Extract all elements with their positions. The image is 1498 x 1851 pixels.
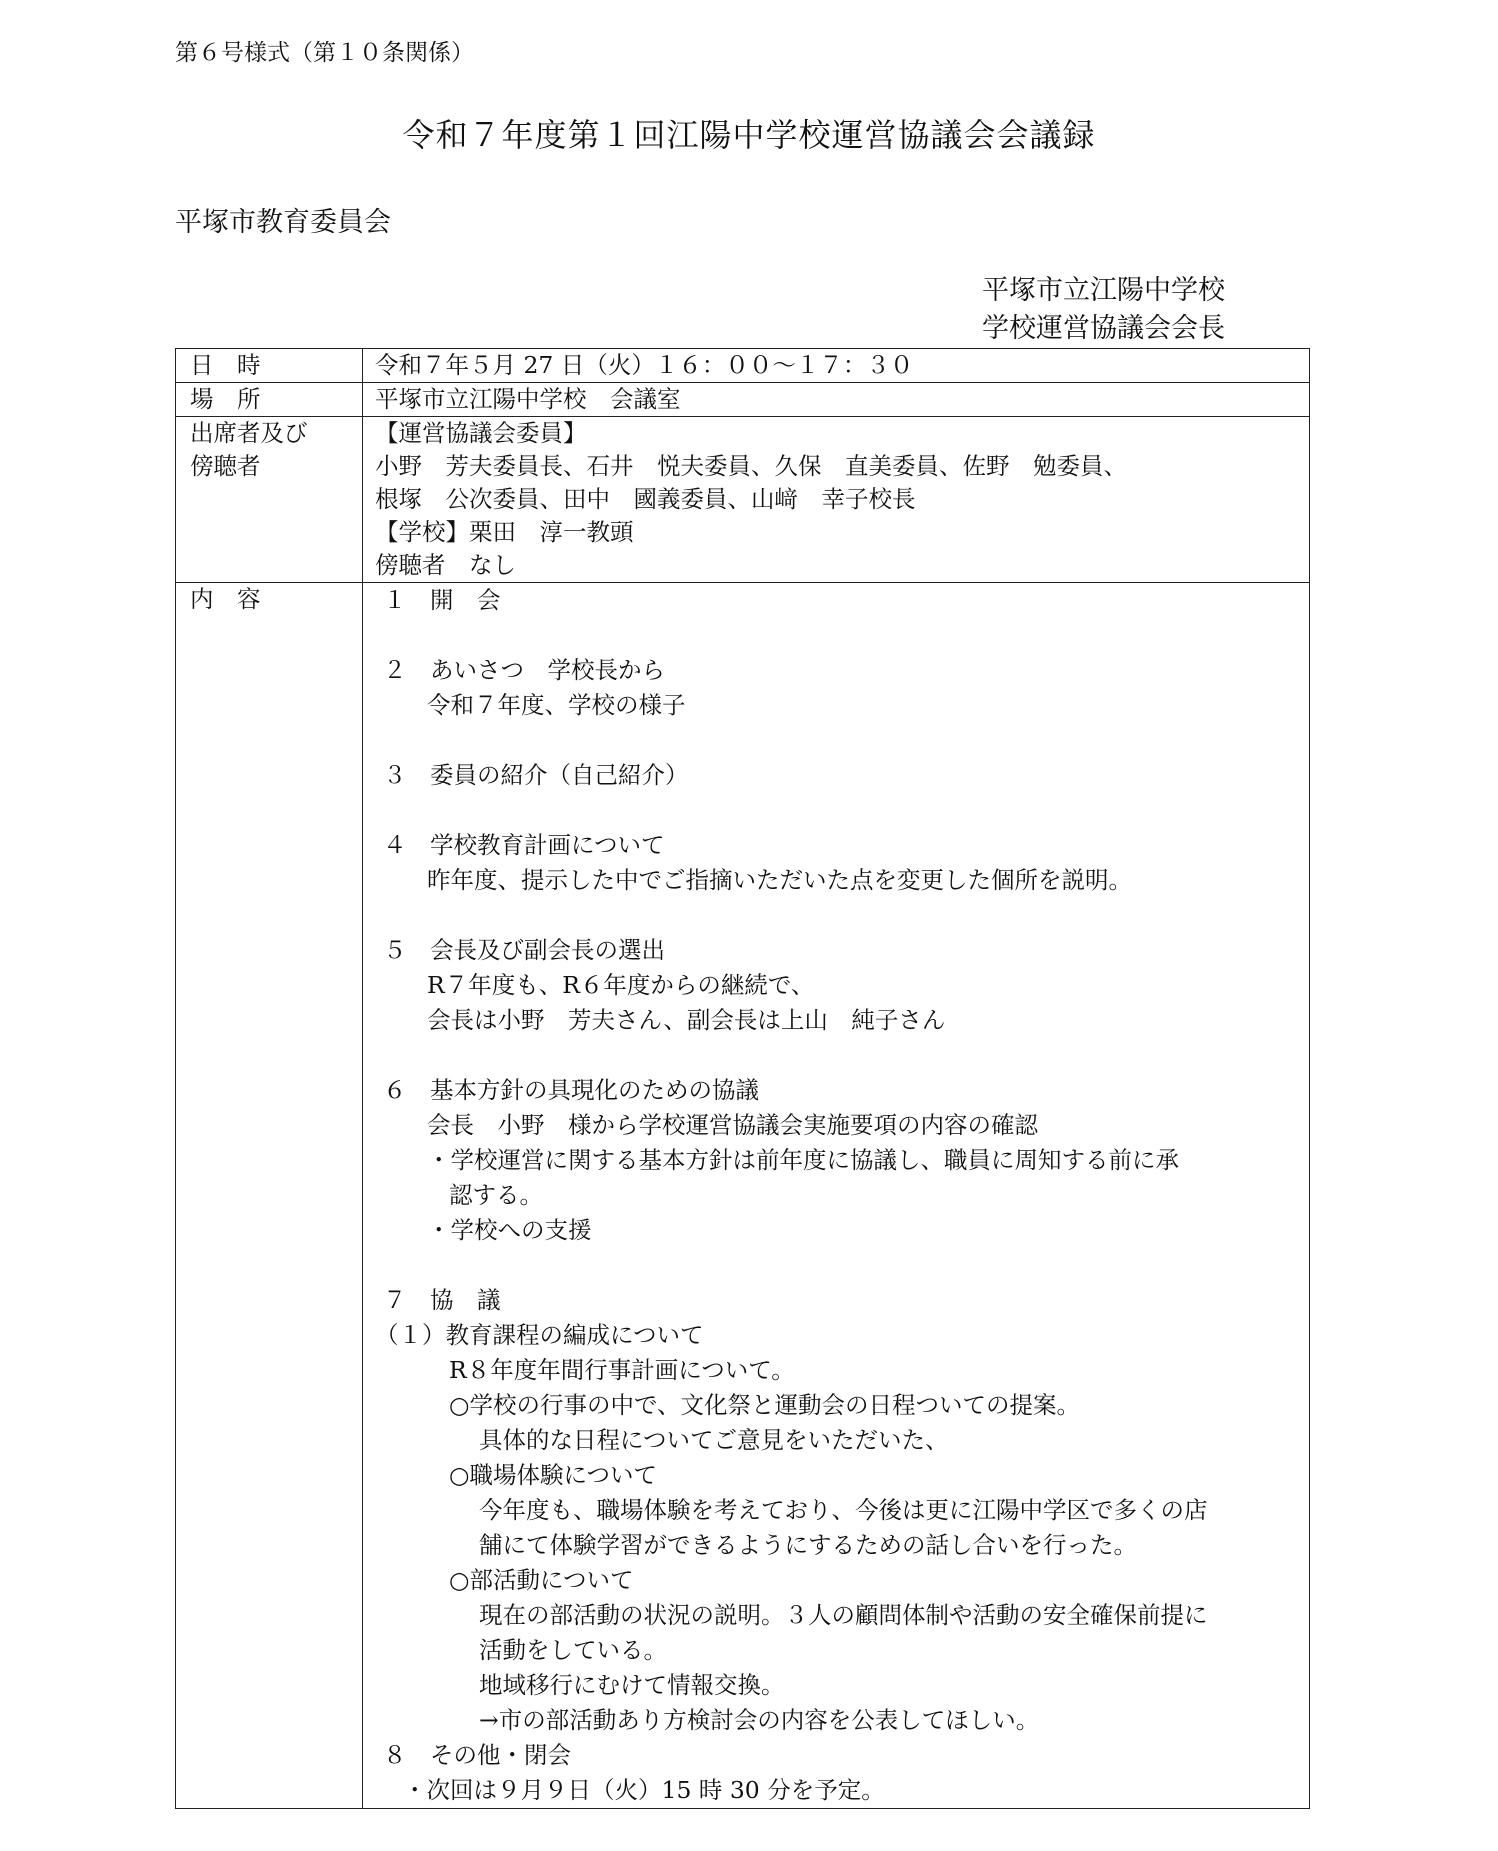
attendees-label [176, 417, 363, 583]
section-2-heading: ２ あいさつ 学校長から [383, 656, 665, 684]
section-7-line: 舗にて体験学習ができるようにするための話し合いを行った。 [479, 1531, 1137, 1559]
place-value: 平塚市立江陽中学校 会議室 [363, 383, 1310, 417]
section-7-subheading: （１）教育課程の編成について [375, 1321, 704, 1349]
section-6-heading: ６ 基本方針の具現化のための協議 [383, 1076, 759, 1104]
section-7-item: ○学校の行事の中で、文化祭と運動会の日程ついての提案。 [449, 1391, 1081, 1419]
section-7-heading: ７ 協 議 [383, 1286, 501, 1314]
attendees-value [363, 417, 1310, 583]
section-8-heading: ８ その他・閉会 [383, 1741, 571, 1769]
document-title: 令和７年度第１回江陽中学校運営協議会会議録 [402, 116, 1096, 154]
attendees-label-line2: 傍聴者 [190, 452, 261, 480]
section-3-heading: ３ 委員の紹介（自己紹介） [383, 761, 689, 789]
sender-block [982, 272, 1225, 348]
datetime-value: 令和７年５月 27 日（火）１６：００～１７：３０ [363, 349, 1310, 383]
section-1-opening: １ 開 会 [383, 586, 501, 614]
section-5-heading: ５ 会長及び副会長の選出 [383, 936, 665, 964]
section-7-item: ○部活動について [449, 1566, 634, 1594]
recipient: 平塚市教育委員会 [175, 207, 391, 238]
section-7-line: →市の部活動あり方検討会の内容を公表してほしい。 [479, 1706, 1040, 1734]
attendees-line: 傍聴者 なし [375, 551, 516, 579]
section-6-line: 認する。 [449, 1181, 543, 1209]
section-6-line: 会長 小野 様から学校運営協議会実施要項の内容の確認 [427, 1111, 1038, 1139]
sender-school: 平塚市立江陽中学校 [982, 275, 1225, 306]
row-datetime [176, 349, 1310, 383]
section-4-line: 昨年度、提示した中でご指摘いただいた点を変更した個所を説明。 [427, 866, 1132, 894]
sender-title: 学校運営協議会会長 [982, 313, 1225, 344]
section-6-bullet: ・学校への支援 [427, 1216, 592, 1244]
section-7-line: 現在の部活動の状況の説明。３人の顧問体制や活動の安全確保前提に [479, 1601, 1208, 1629]
place-label: 場 所 [176, 383, 363, 417]
section-5-line: 会長は小野 芳夫さん、副会長は上山 純子さん [427, 1006, 946, 1034]
attendees-line: 【運営協議会委員】 [375, 419, 587, 447]
minutes-table [175, 348, 1310, 1809]
content-value [363, 583, 1310, 1809]
section-7-line: R８年度年間行事計画について。 [449, 1356, 795, 1384]
section-5-line: R７年度も、R６年度からの継続で、 [427, 971, 815, 999]
row-place [176, 383, 1310, 417]
section-7-line: 今年度も、職場体験を考えており、今後は更に江陽中学区で多くの店 [479, 1496, 1208, 1524]
section-6-bullet: ・学校運営に関する基本方針は前年度に協議し、職員に周知する前に承 [427, 1146, 1179, 1174]
section-7-line: 具体的な日程についてご意見をいただいた、 [479, 1426, 949, 1454]
attendees-line: 根塚 公次委員、田中 國義委員、山﨑 幸子校長 [375, 485, 916, 513]
attendees-line: 【学校】栗田 淳一教頭 [375, 518, 634, 546]
section-7-line: 活動をしている。 [479, 1636, 667, 1664]
content-label: 内 容 [176, 583, 363, 1809]
section-2-line: 令和７年度、学校の様子 [427, 691, 686, 719]
section-7-line: 地域移行にむけて情報交換。 [479, 1671, 785, 1699]
section-8-line: ・次回は９月９日（火）15 時 30 分を予定。 [403, 1776, 885, 1804]
datetime-label: 日 時 [176, 349, 363, 383]
row-attendees [176, 417, 1310, 583]
attendees-label-line1: 出席者及び [190, 419, 308, 447]
section-7-item: ○職場体験について [449, 1461, 658, 1489]
attendees-line: 小野 芳夫委員長、石井 悦夫委員、久保 直美委員、佐野 勉委員、 [375, 452, 1127, 480]
row-content [176, 583, 1310, 1809]
form-number: 第６号様式（第１０条関係） [175, 40, 474, 66]
section-4-heading: ４ 学校教育計画について [383, 831, 665, 859]
